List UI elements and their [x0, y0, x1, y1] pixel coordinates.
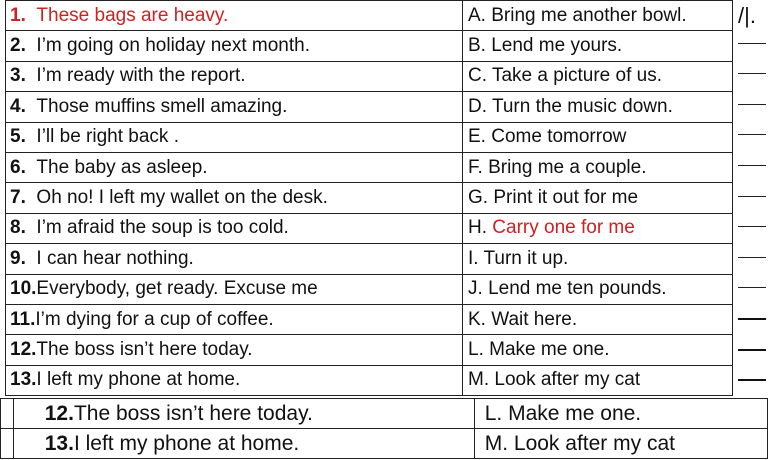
sentence-number: 7. [10, 187, 26, 209]
answer-line [738, 349, 766, 351]
sentence-number: 12. [44, 401, 74, 425]
matching-table-body [6, 1, 733, 396]
sentence-text: I can hear nothing. [36, 247, 194, 269]
table-row [6, 31, 733, 61]
table-row [6, 365, 733, 395]
answer-line [738, 318, 766, 320]
response-letter: M. [484, 431, 509, 455]
response-letter: D. [468, 95, 487, 117]
sentence-number: 12. [10, 338, 37, 360]
sentence-number: 4. [10, 95, 26, 117]
matching-table [5, 0, 733, 396]
response-cell [463, 122, 733, 152]
sentence-text: The boss isn’t here today. [36, 338, 253, 360]
response-cell [463, 244, 733, 274]
response-letter: K. [468, 308, 486, 330]
sentence-text: I’m dying for a cup of coffee. [35, 308, 274, 330]
sentence-text: Those muffins smell amazing. [36, 95, 288, 117]
table-row [6, 183, 733, 213]
sentence-number: 8. [10, 217, 26, 239]
duplicate-rows-table [0, 398, 768, 459]
response-cell [474, 399, 767, 429]
response-letter: E. [468, 126, 486, 148]
sentence-number: 6. [10, 156, 26, 178]
table-row [6, 152, 733, 182]
answer-line [738, 104, 766, 105]
response-text: Lend me ten pounds. [488, 278, 667, 300]
response-text: Look after my cat [513, 431, 675, 455]
response-text: Bring me another bowl. [491, 4, 687, 26]
prompt-cell [6, 213, 463, 243]
response-text: Take a picture of us. [491, 65, 662, 87]
sentence-number: 9. [10, 247, 26, 269]
response-cell [463, 274, 733, 304]
response-letter: B. [468, 35, 486, 57]
sentence-number: 13. [10, 369, 37, 391]
prompt-cell [6, 244, 463, 274]
response-text: Make me one. [508, 401, 642, 425]
response-text: Turn it up. [483, 247, 569, 269]
sentence-number: 13. [44, 431, 74, 455]
duplicate-rows-body [1, 399, 768, 459]
sentence-number: 10. [10, 278, 37, 300]
table-row [6, 274, 733, 304]
answer-line [738, 226, 766, 227]
sentence-text: I’m afraid the soup is too cold. [36, 217, 289, 239]
sentence-number: 11. [10, 308, 36, 330]
table-row [6, 61, 733, 91]
table-row [6, 122, 733, 152]
table-row [6, 1, 733, 31]
answer-mark: /|. [738, 3, 756, 28]
response-cell [463, 213, 733, 243]
sentence-text: I’m ready with the report. [36, 65, 246, 87]
edge-cell [1, 429, 14, 459]
sentence-text: The baby as asleep. [36, 156, 208, 178]
answer-line [738, 134, 766, 135]
table-row [1, 399, 768, 429]
sentence-number: 5. [10, 126, 26, 148]
response-cell [463, 304, 733, 334]
sentence-text: Everybody, get ready. Excuse me [36, 278, 318, 300]
table-row [6, 244, 733, 274]
table-row [1, 429, 768, 459]
answer-line [738, 196, 766, 197]
response-letter: F. [468, 156, 483, 178]
answer-line [738, 379, 766, 381]
response-cell [463, 152, 733, 182]
sentence-text: I’ll be right back . [36, 126, 179, 148]
answer-line [738, 287, 766, 288]
answer-line [738, 257, 766, 258]
answer-line [738, 73, 766, 74]
sentence-number: 2. [10, 35, 26, 57]
sentence-text: The boss isn’t here today. [73, 401, 313, 425]
prompt-cell [6, 304, 463, 334]
response-letter: I. [468, 247, 479, 269]
response-letter: J. [468, 278, 483, 300]
response-text: Come tomorrow [491, 126, 627, 148]
response-text: Print it out for me [493, 187, 639, 209]
response-text: Wait here. [491, 308, 578, 330]
response-text: Bring me a couple. [488, 156, 647, 178]
response-cell [463, 61, 733, 91]
response-cell [463, 92, 733, 122]
sentence-text: These bags are heavy. [36, 4, 229, 26]
response-cell [474, 429, 767, 459]
sentence-text: I left my phone at home. [36, 369, 241, 391]
prompt-cell [6, 1, 463, 31]
response-text: Make me one. [489, 338, 610, 360]
response-cell [463, 31, 733, 61]
prompt-cell [6, 152, 463, 182]
prompt-cell [6, 61, 463, 91]
prompt-cell [13, 429, 474, 459]
prompt-cell [6, 122, 463, 152]
answer-line [738, 165, 766, 166]
sentence-number: 1. [10, 4, 26, 26]
response-letter: M. [468, 369, 490, 391]
response-letter: L. [484, 401, 503, 425]
prompt-cell [6, 31, 463, 61]
answer-line [738, 43, 766, 44]
table-row [6, 92, 733, 122]
response-cell [463, 335, 733, 365]
response-text: Lend me yours. [491, 35, 623, 57]
response-cell [463, 183, 733, 213]
table-row [6, 213, 733, 243]
response-cell [463, 1, 733, 31]
table-row [6, 335, 733, 365]
sentence-text: Oh no! I left my wallet on the desk. [36, 187, 328, 209]
response-letter: C. [468, 65, 487, 87]
prompt-cell [13, 399, 474, 429]
sentence-number: 3. [10, 65, 26, 87]
response-letter: L. [468, 338, 484, 360]
response-letter: G. [468, 187, 489, 209]
response-text: Carry one for me [492, 217, 635, 239]
sentence-text: I’m going on holiday next month. [36, 35, 310, 57]
edge-cell [1, 399, 14, 429]
response-letter: H. [468, 217, 487, 239]
table-row [6, 304, 733, 334]
response-text: Turn the music down. [491, 95, 673, 117]
prompt-cell [6, 92, 463, 122]
prompt-cell [6, 335, 463, 365]
response-cell [463, 365, 733, 395]
prompt-cell [6, 365, 463, 395]
prompt-cell [6, 274, 463, 304]
prompt-cell [6, 183, 463, 213]
sentence-text: I left my phone at home. [73, 431, 300, 455]
response-text: Look after my cat [494, 369, 641, 391]
response-letter: A. [468, 4, 486, 26]
